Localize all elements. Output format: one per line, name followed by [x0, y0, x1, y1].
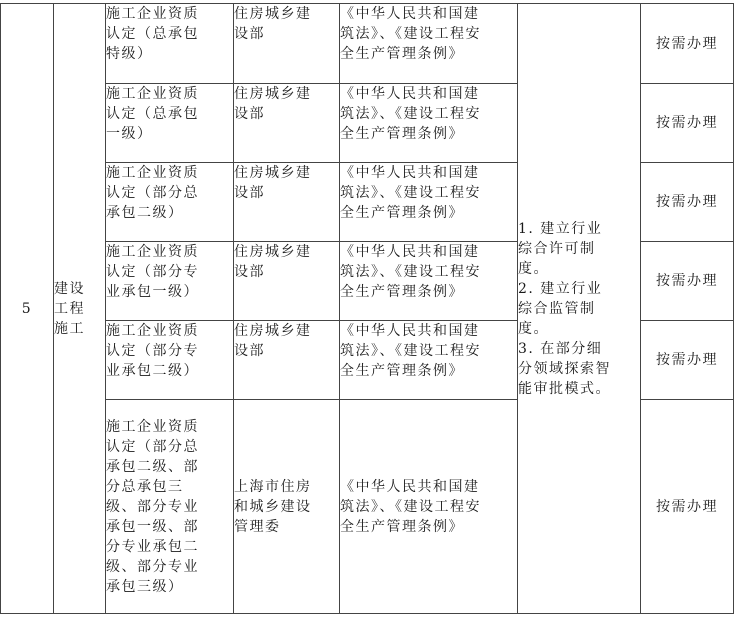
field-line: 工程 — [54, 300, 85, 317]
department-line: 管理委 — [234, 518, 281, 535]
item-name-cell — [106, 242, 234, 321]
measure-line: 1. 建立行业 — [518, 220, 603, 237]
handling-method: 按需办理 — [641, 242, 734, 321]
handling-method: 按需办理 — [641, 4, 734, 84]
legal-basis-line: 筑法》、《建设工程安 — [340, 185, 481, 201]
handling-method: 按需办理 — [641, 321, 734, 400]
item-name-line: 承包一级、部 — [106, 518, 199, 535]
item-name-line: 承包二级、部 — [106, 458, 199, 475]
handling-method: 按需办理 — [641, 163, 734, 242]
measure-line: 分领域探索智 — [518, 360, 611, 377]
table-row — [1, 4, 734, 84]
department-line: 住房城乡建 — [234, 6, 312, 22]
legal-basis-line: 筑法》、《建设工程安 — [340, 26, 481, 42]
measure-line: 2. 建立行业 — [518, 280, 603, 297]
department-line: 住房城乡建 — [234, 244, 312, 260]
field-line: 施工 — [54, 320, 85, 337]
department-line: 住房城乡建 — [234, 323, 312, 339]
item-name-line: 一级） — [106, 126, 153, 142]
department-line: 设部 — [234, 264, 265, 280]
item-name-line: 施工企业资质 — [106, 244, 199, 260]
item-name-line: 施工企业资质 — [106, 165, 199, 181]
item-name-line: 施工企业资质 — [106, 86, 199, 102]
department-line: 设部 — [234, 26, 265, 42]
legal-basis-cell — [340, 163, 518, 242]
field-cell — [54, 4, 106, 614]
row-number: 5 — [1, 4, 54, 614]
license-table — [0, 3, 734, 614]
legal-basis-line: 全生产管理条例》 — [340, 205, 464, 221]
legal-basis-cell — [340, 321, 518, 400]
measure-line: 度。 — [518, 260, 549, 277]
item-name-line: 特级） — [106, 46, 153, 62]
legal-basis-line: 《中华人民共和国建 — [340, 478, 480, 495]
legal-basis-cell — [340, 400, 518, 614]
legal-basis-cell — [340, 242, 518, 321]
item-name-line: 级、部分专业 — [106, 498, 199, 515]
legal-basis-line: 筑法》、《建设工程安 — [340, 343, 481, 359]
legal-basis-line: 全生产管理条例》 — [340, 284, 464, 300]
item-name-line: 分总承包三 — [106, 478, 184, 495]
item-name-cell — [106, 400, 234, 614]
legal-basis-line: 全生产管理条例》 — [340, 518, 464, 535]
handling-method: 按需办理 — [641, 84, 734, 163]
department-line: 设部 — [234, 106, 265, 122]
measure-line: 度。 — [518, 320, 549, 337]
item-name-cell — [106, 4, 234, 84]
item-name-line: 认定（总承包 — [106, 106, 199, 122]
item-name-line: 级、部分专业 — [106, 558, 199, 575]
item-name-cell — [106, 321, 234, 400]
field-line: 建设 — [54, 280, 85, 297]
department-cell — [234, 321, 340, 400]
legal-basis-line: 《中华人民共和国建 — [340, 6, 480, 22]
department-cell — [234, 4, 340, 84]
measure-line: 3. 在部分细 — [518, 340, 603, 357]
item-name-cell — [106, 163, 234, 242]
legal-basis-line: 全生产管理条例》 — [340, 46, 464, 62]
item-name-cell — [106, 84, 234, 163]
item-name-line: 认定（部分专 — [106, 343, 199, 359]
item-name-line: 认定（部分总 — [106, 185, 199, 201]
department-cell — [234, 400, 340, 614]
item-name-line: 认定（部分总 — [106, 438, 199, 455]
handling-method: 按需办理 — [641, 400, 734, 614]
department-line: 设部 — [234, 343, 265, 359]
item-name-line: 施工企业资质 — [106, 6, 199, 22]
legal-basis-cell — [340, 4, 518, 84]
item-name-line: 认定（部分专 — [106, 264, 199, 280]
department-cell — [234, 84, 340, 163]
legal-basis-line: 《中华人民共和国建 — [340, 323, 480, 339]
legal-basis-line: 筑法》、《建设工程安 — [340, 106, 481, 122]
legal-basis-line: 《中华人民共和国建 — [340, 86, 480, 102]
item-name-line: 承包三级） — [106, 578, 184, 595]
department-line: 上海市住房 — [234, 478, 312, 495]
measure-line: 能审批模式。 — [518, 380, 611, 397]
department-line: 住房城乡建 — [234, 86, 312, 102]
legal-basis-line: 筑法》、《建设工程安 — [340, 498, 481, 515]
department-line: 设部 — [234, 185, 265, 201]
legal-basis-line: 全生产管理条例》 — [340, 363, 464, 379]
item-name-line: 施工企业资质 — [106, 418, 199, 435]
measure-line: 综合许可制 — [518, 240, 596, 257]
reform-measures-cell — [518, 4, 641, 614]
item-name-line: 业承包二级） — [106, 363, 199, 379]
item-name-line: 业承包一级） — [106, 284, 199, 300]
department-cell — [234, 242, 340, 321]
legal-basis-cell — [340, 84, 518, 163]
item-name-line: 认定（总承包 — [106, 26, 199, 42]
legal-basis-line: 《中华人民共和国建 — [340, 244, 480, 260]
item-name-line: 施工企业资质 — [106, 323, 199, 339]
item-name-line: 分专业承包二 — [106, 538, 199, 555]
legal-basis-line: 《中华人民共和国建 — [340, 165, 480, 181]
department-cell — [234, 163, 340, 242]
legal-basis-line: 全生产管理条例》 — [340, 126, 464, 142]
department-line: 和城乡建设 — [234, 498, 312, 515]
item-name-line: 承包二级） — [106, 205, 184, 221]
measure-line: 综合监管制 — [518, 300, 596, 317]
legal-basis-line: 筑法》、《建设工程安 — [340, 264, 481, 280]
department-line: 住房城乡建 — [234, 165, 312, 181]
